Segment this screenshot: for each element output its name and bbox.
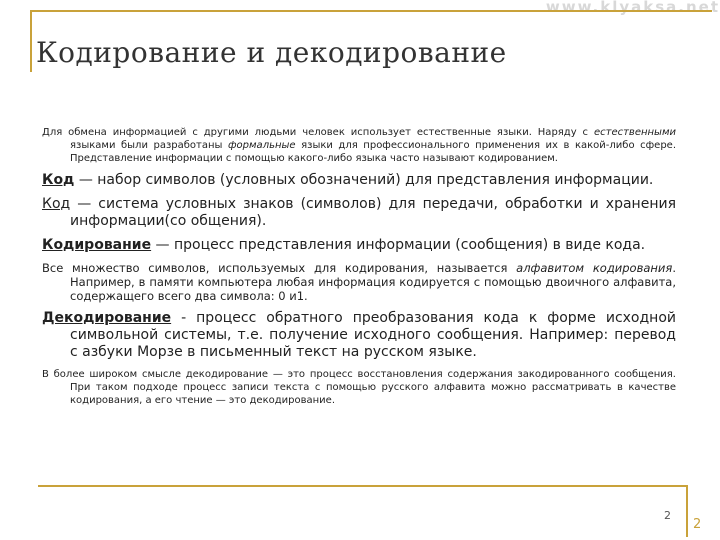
footer-line [38,485,688,487]
decoding-definition: Декодирование - процесс обратного преобразования кода к форме исходной символьной системы, т.е. получение исходного сообщения. Например: перевод с азбуки Морзе в письменный текст на русском языке. [42,310,676,360]
watermark: www.klyaksa.net [545,0,720,16]
intro-paragraph: Для обмена информацией с другими людьми человек использует естественные языки. Наряду с естественными языками были разработаны формальные языки для профессионального применения их в какой-либо сфере. Представление информации с помощью какого-либо языка часто называют кодированием. [42,127,676,164]
coding-alphabet-term: алфавитом кодирования [516,261,673,275]
slide-content [42,126,676,414]
alphabet-paragraph: Все множество символов, используемых для кодирования, называется алфавитом кодирования. Например, в памяти компьютера любая информация кодируется с помощью двоичного алфавита, содержащего всего два символа: 0 и1. [42,261,676,303]
page-number-outer: 2 [693,517,702,532]
page-number: 2 [664,509,671,522]
coding-definition: Кодирование — процесс представления информации (сообщения) в виде кода. [42,237,646,253]
code-term: Код [42,196,71,212]
coding-term: Кодирование [42,237,152,253]
code-definition-1: Код — набор символов (условных обозначений) для представления информации. [42,172,654,188]
code-definition-2: Код — система условных знаков (символов) для передачи, обработки и хранения информации(со общения). [42,196,676,229]
footer-corner-line [686,485,688,537]
decoding-term: Декодирование [42,310,172,326]
broad-sense-paragraph: В более широком смысле декодирование — это процесс восстановления содержания закодированного сообщения. При таком подходе процесс записи текста с помощью русского алфавита можно рассматривать в качестве кодирования, а его чтение — это декодирование. [42,369,676,406]
slide-title: Кодирование и декодирование [36,36,507,69]
formal-languages-term: формальные [228,140,296,151]
natural-languages-term: естественными [593,127,676,138]
code-term: Код [42,172,75,188]
